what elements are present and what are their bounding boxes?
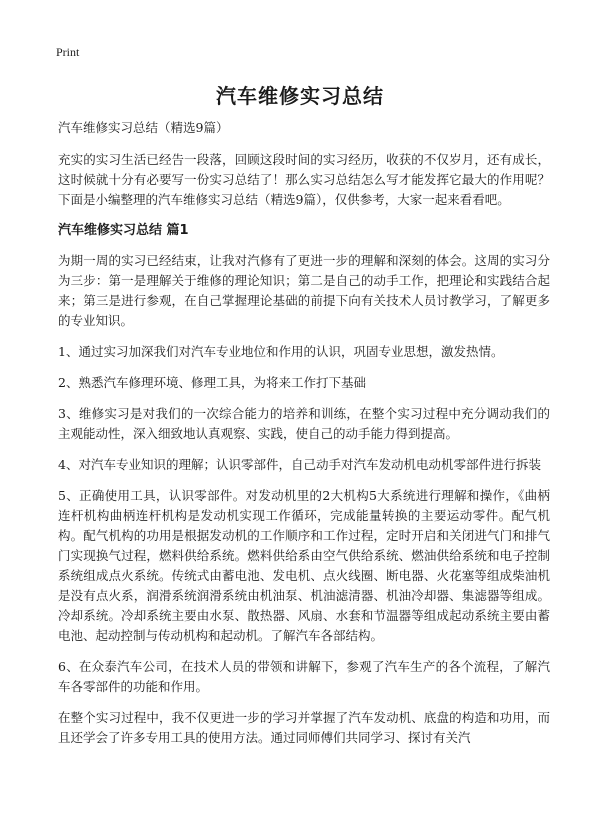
section-heading: 汽车维修实习总结 篇1 <box>58 223 189 238</box>
paragraph: 1、通过实习加深我们对汽车专业地位和作用的认识，巩固专业思想，激发热情。 <box>58 344 504 359</box>
intro-paragraph: 充实的实习生活已经告一段落，回顾这段时间的实习经历，收获的不仅岁月，还有成长，这时候就十分有必要写一份实习总结了！那么实习总结怎么写才能发挥它最大的作用呢？下面是小编整理的汽车维修实习总结（精选9篇），仅供参考，大家一起来看看吧。 <box>58 152 550 207</box>
page-title: 汽车维修实习总结 <box>216 84 384 108</box>
paragraph: 4、对汽车专业知识的理解；认识零部件，自己动手对汽车发动机电动机零部件进行拆装 <box>58 457 541 472</box>
paragraph: 3、维修实习是对我们的一次综合能力的培养和训练，在整个实习过程中充分调动我们的主观能动性，深入细致地认真观察、实践，使自己的动手能力得到提高。 <box>58 406 550 441</box>
paragraph: 在整个实习过程中，我不仅更进一步的学习并掌握了汽车发动机、底盘的构造和功用，而且还学会了许多专用工具的使用方法。通过同师傅们共同学习、探讨有关汽 <box>58 710 550 745</box>
article-subtitle: 汽车维修实习总结（精选9篇） <box>58 120 229 135</box>
print-link[interactable]: Print <box>56 45 80 59</box>
paragraph: 6、在众泰汽车公司，在技术人员的带领和讲解下，参观了汽车生产的各个流程，了解汽车各零部件的功能和作用。 <box>58 659 550 694</box>
paragraph: 5、正确使用工具，认识零部件。对发动机里的2大机构5大系统进行理解和操作，《曲柄连杆机构曲柄连杆机构是发动机实现工作循环，完成能量转换的主要运动零件。配气机构。配气机构的功用是根据发动机的工作顺序和工作过程，定时开启和关闭进气门和排气门实现换气过程，燃料供给系统。燃料供给系由空气供给系统、燃油供给系统和电子控制系统组成点火系统。传统式由蓄电池、发电机、点火线圈、断电器、火花塞等组成柴油机是没有点火系，润滑系统润滑系统由机油泵、机油滤清器、机油冷却器、集滤器等组成。冷却系统。冷却系统主要由水泵、散热器、风扇、水套和节温器等组成起动系统主要由蓄电池、起动控制与传动机构和起动机。了解汽车各部结构。 <box>58 488 550 643</box>
paragraph: 2、熟悉汽车修理环境、修理工具，为将来工作打下基础 <box>58 375 366 390</box>
paragraph: 为期一周的实习已经结束，让我对汽修有了更进一步的理解和深刻的体会。这周的实习分为三步：第一是理解关于维修的理论知识；第二是自己的动手工作，把理论和实践结合起来；第三是进行参观，在自己掌握理论基础的前提下向有关技术人员讨教学习，了解更多的专业知识。 <box>58 253 550 328</box>
article-body <box>58 118 550 759</box>
